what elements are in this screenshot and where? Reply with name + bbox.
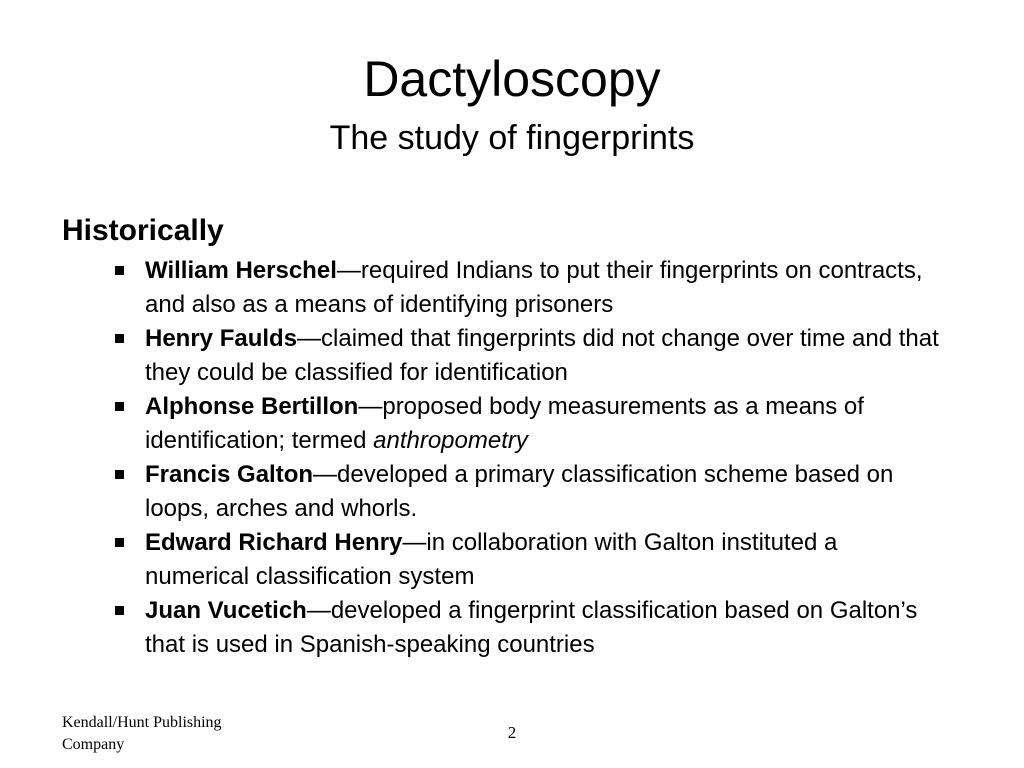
square-bullet-icon	[115, 538, 124, 547]
bullet-text: —required Indians to put their fingerprints on contracts, and also as a means of identifying prisoners	[145, 257, 923, 318]
bullet-name: Alphonse Bertillon	[145, 393, 359, 420]
page-number: 2	[507, 723, 517, 742]
bullet-text: —claimed that fingerprints did not change over time and that they could be classified for identification	[145, 325, 939, 386]
bullet-name: Edward Richard Henry	[145, 529, 403, 556]
bullet-name: Francis Galton	[145, 461, 314, 488]
bullet-text: —developed a fingerprint classification based on Galton’s that is used in Spanish-speaking countries	[145, 597, 918, 658]
square-bullet-icon	[115, 470, 124, 479]
bullet-name: William Herschel	[145, 257, 337, 284]
section-heading: Historically	[62, 214, 224, 247]
bullet-text: —in collaboration with Galton instituted a numerical classification system	[145, 529, 838, 590]
square-bullet-icon	[115, 266, 124, 275]
square-bullet-icon	[115, 334, 124, 343]
bullet-emphasis: anthropometry	[373, 427, 528, 454]
bullet-item-bertillon	[112, 390, 942, 458]
bullet-item-herschel	[112, 254, 942, 322]
bullet-item-vucetich	[112, 594, 942, 662]
bullet-item-galton	[112, 458, 942, 526]
publisher-footer: Kendall/Hunt Publishing Company	[62, 714, 222, 753]
square-bullet-icon	[115, 606, 124, 615]
square-bullet-icon	[115, 402, 124, 411]
slide-subtitle: The study of fingerprints	[329, 119, 695, 157]
bullet-item-faulds	[112, 322, 942, 390]
bullet-text: —proposed body measurements as a means of identification; termed	[145, 393, 864, 454]
bullet-list	[112, 254, 942, 662]
bullet-item-henry	[112, 526, 942, 594]
bullet-text: —developed a primary classification scheme based on loops, arches and whorls.	[145, 461, 894, 522]
bullet-name: Henry Faulds	[145, 325, 298, 352]
slide-title: Dactyloscopy	[363, 51, 661, 107]
bullet-name: Juan Vucetich	[145, 597, 307, 624]
